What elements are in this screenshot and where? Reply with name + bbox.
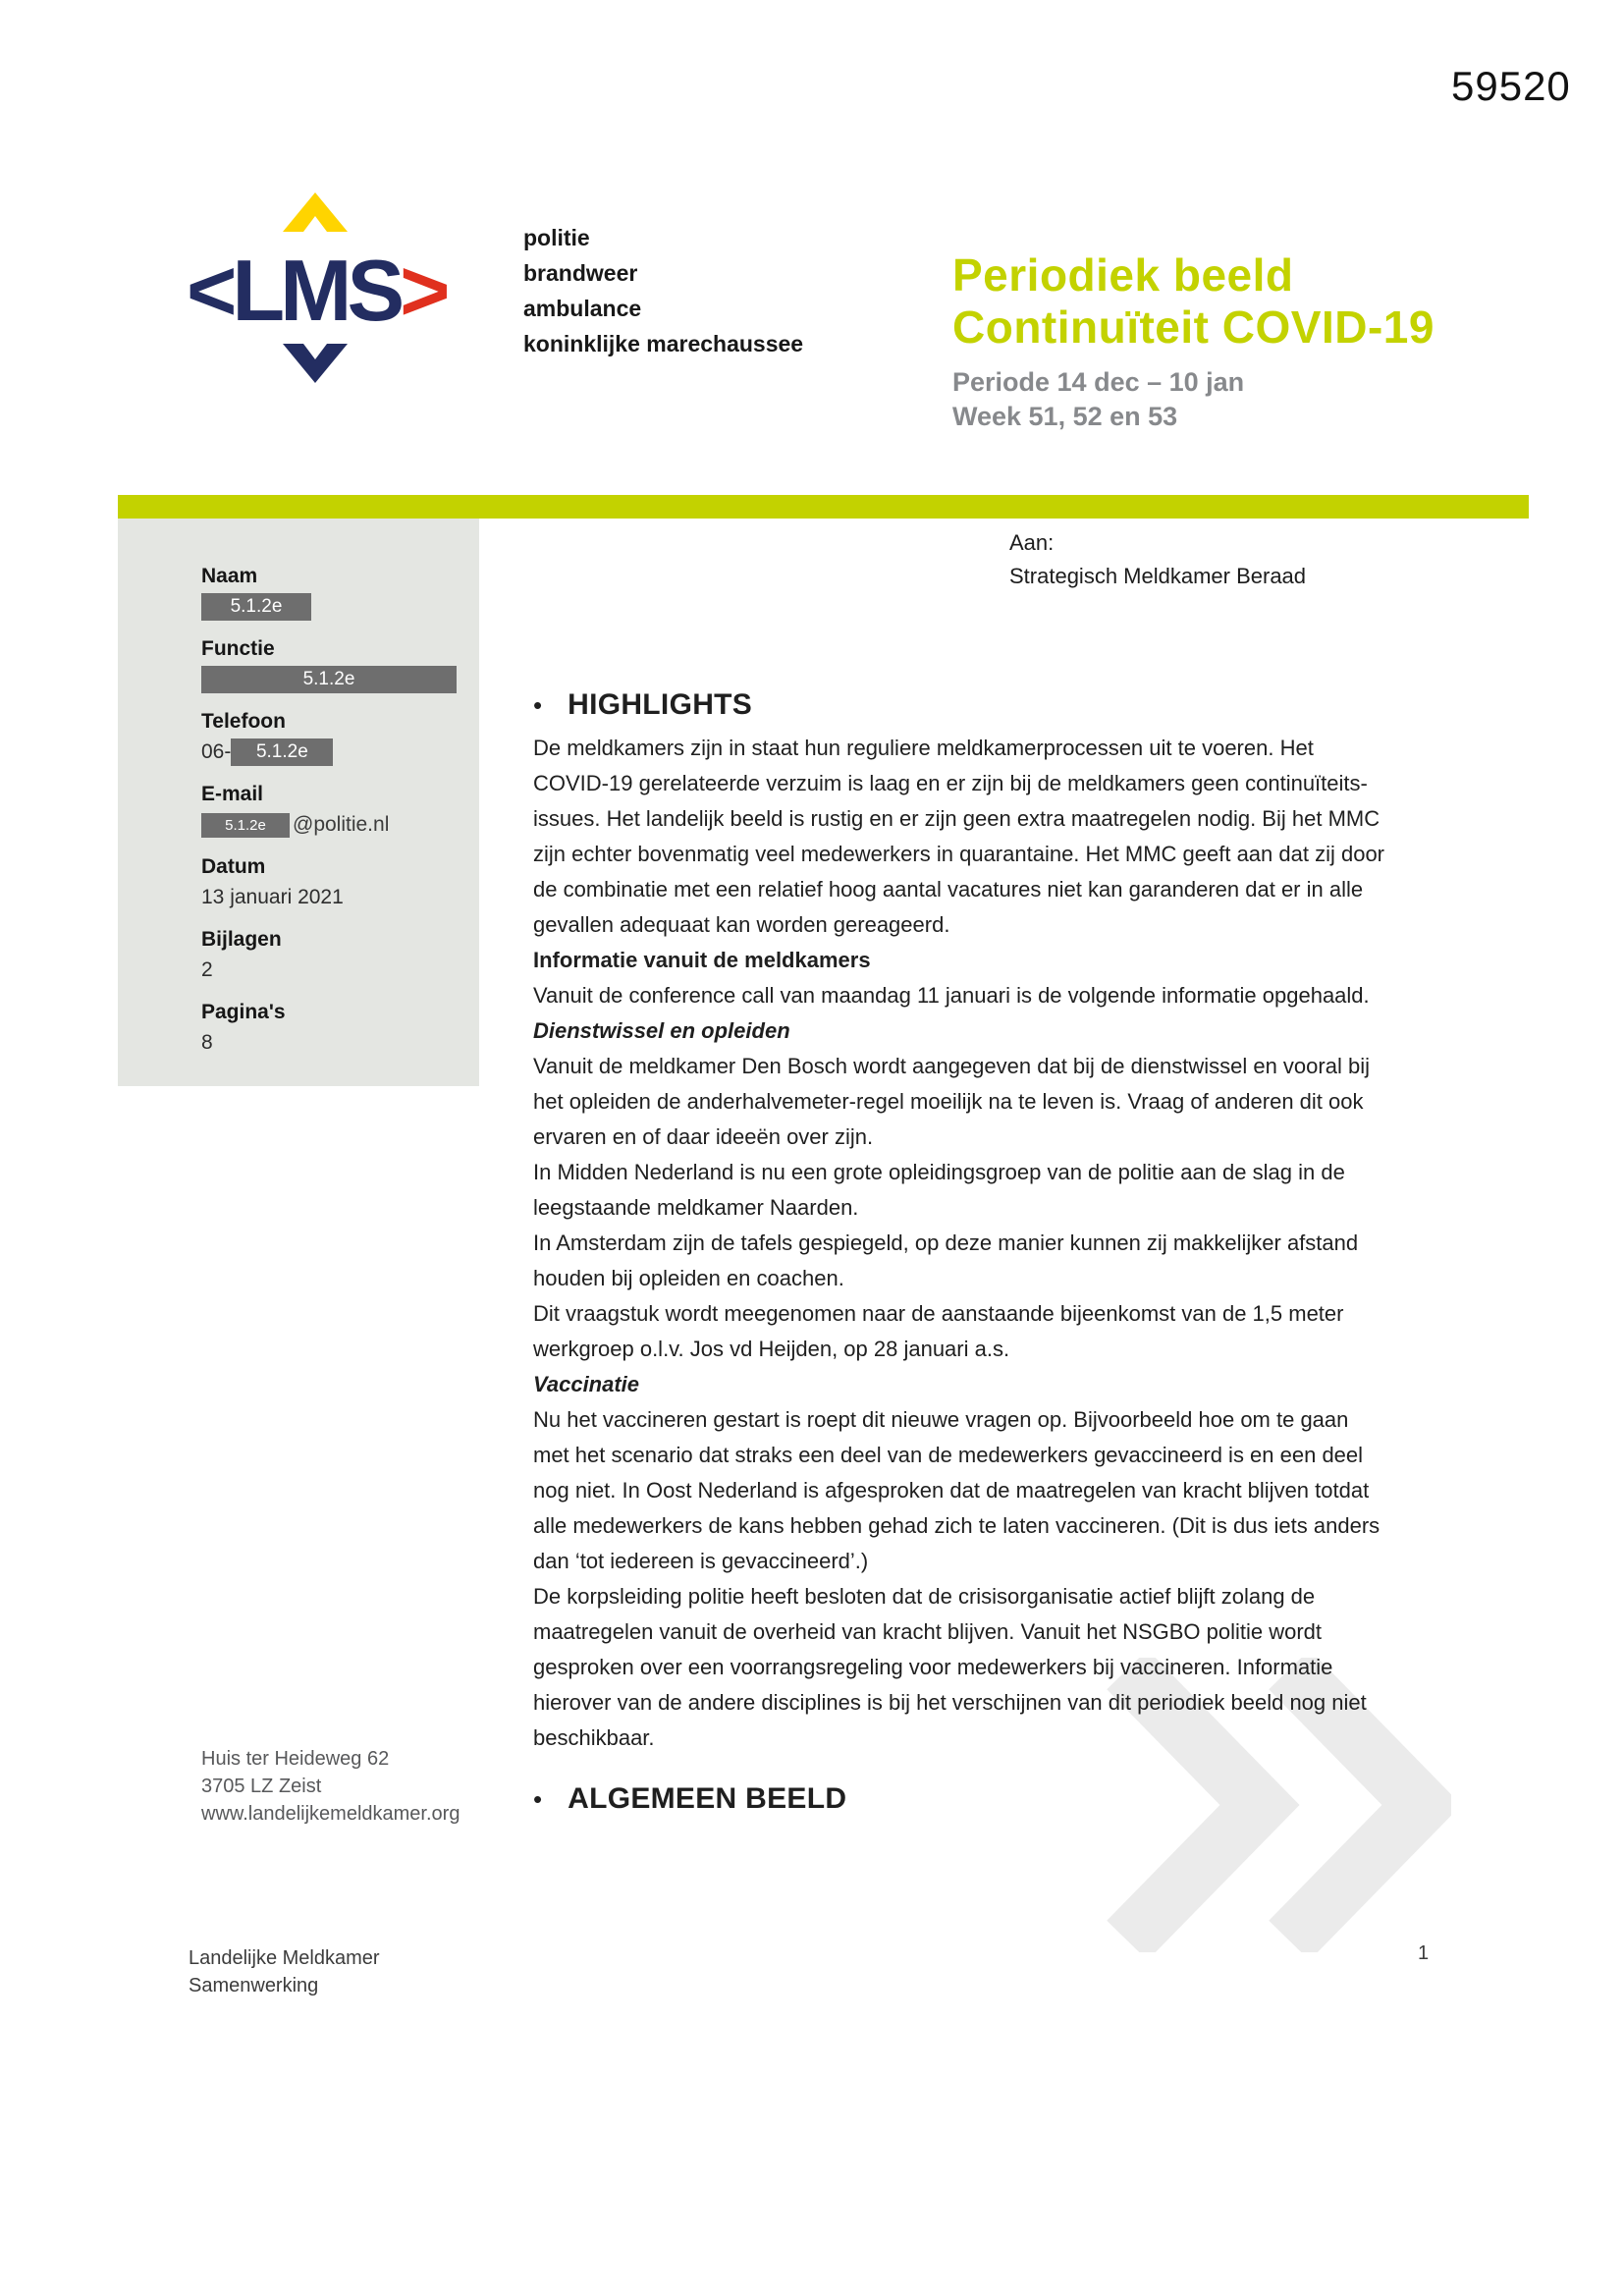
vaccinatie-paragraph: De korpsleiding politie heeft besloten dat de crisisorganisatie actief blijft zolang de maatregelen vanuit de overheid van kracht blijven. Vanuit het NSGBO politie wordt gesproken over een voorrangsregeling voor medewerkers bij vaccineren. Informatie hierover van de andere disciplines is bij het verschijnen van dit periodiek beeld nog niet beschikbaar.: [533, 1584, 1367, 1750]
info-heading: Informatie vanuit de meldkamers: [533, 948, 871, 972]
field-paginas-value: 8: [201, 1031, 213, 1054]
algemeen-beeld-heading-text: ALGEMEEN BEELD: [568, 1782, 847, 1815]
field-telefoon-value: [201, 738, 461, 767]
footer-org-line2: Samenwerking: [189, 1975, 319, 1996]
footer-organization: [189, 1944, 380, 1999]
field-functie: [201, 636, 461, 694]
field-naam: [201, 564, 461, 622]
main-content: [533, 687, 1389, 1817]
field-bijlagen-label: Bijlagen: [201, 928, 282, 951]
recipient-block: [1009, 526, 1306, 593]
vaccinatie-paragraph: Nu het vaccineren gestart is roept dit nieuwe vragen op. Bijvoorbeeld hoe om te gaan met het scenario dat straks een deel van de medewerkers gevaccineerd is en een deel nog niet. In Oost Nederland is afgesproken dat de maatregelen van kracht blijven totdat alle medewerkers de kans hebben gehad zich te laten vaccineren. (Dit is dus iets anders dan ‘tot iedereen is gevaccineerd’.): [533, 1407, 1380, 1573]
field-email-label: E-mail: [201, 783, 264, 805]
logo-left-bracket: <: [187, 242, 233, 339]
recipient-name: Strategisch Meldkamer Beraad: [1009, 564, 1307, 588]
highlights-paragraph: De meldkamers zijn in staat hun reguliere meldkamerprocessen uit te voeren. Het COVID-19 gerelateerde verzuim is laag en er zijn bij de meldkamers geen continuïteits-issues. Het landelijk beeld is rustig en er zijn geen extra maatregelen nodig. Bij het MMC zijn echter bovenmatig veel medewerkers in quarantaine. Het MMC geeft aan dat zij door de combinatie met een relatief hoog aantal vacatures niet kan garanderen dat er in alle gevallen adequaat kan worden gereageerd.: [533, 736, 1385, 937]
field-bijlagen-value: 2: [201, 958, 213, 981]
info-paragraph: Vanuit de conference call van maandag 11 januari is de volgende informatie opgehaald.: [533, 983, 1370, 1008]
bullet-icon: •: [533, 1784, 543, 1814]
doc-title-line2: Continuïteit COVID-19: [952, 301, 1435, 353]
doc-number: 59520: [1451, 63, 1571, 109]
dienstwissel-paragraph: Vanuit de meldkamer Den Bosch wordt aangegeven dat bij de dienstwissel en vooral bij het opleiden de anderhalvemeter-regel moeilijk na te leven is. Vraag of anderen dit ook ervaren en of daar ideeën over zijn.: [533, 1054, 1370, 1149]
bullet-icon: •: [533, 690, 543, 720]
field-datum: [201, 854, 461, 912]
doc-weeks: Week 51, 52 en 53: [952, 402, 1178, 431]
recipient-label: Aan:: [1009, 530, 1055, 555]
field-email: [201, 782, 461, 840]
accent-bar: [118, 495, 1529, 519]
doc-period: Periode 14 dec – 10 jan: [952, 367, 1245, 397]
field-email-value: [201, 810, 461, 840]
field-datum-value: 13 januari 2021: [201, 886, 344, 908]
org-disciplines: [523, 220, 803, 361]
algemeen-beeld-heading: [533, 1781, 1389, 1817]
field-telefoon: [201, 709, 461, 767]
dienstwissel-paragraph: In Midden Nederland is nu een grote opleidingsgroep van de politie aan de slag in de leegstaande meldkamer Naarden.: [533, 1160, 1345, 1220]
lms-logo: [187, 187, 444, 389]
dienstwissel-paragraph: Dit vraagstuk wordt meegenomen naar de aanstaande bijeenkomst van de 1,5 meter werkgroep o.l.v. Jos vd Heijden, op 28 januari a.s.: [533, 1301, 1344, 1361]
field-bijlagen: [201, 927, 461, 985]
page-number: 1: [1418, 1942, 1430, 1964]
address-city: 3705 LZ Zeist: [201, 1776, 322, 1797]
org-line-brandweer: brandweer: [523, 260, 638, 286]
org-line-politie: politie: [523, 225, 590, 250]
org-line-marechaussee: koninklijke marechaussee: [523, 331, 804, 356]
logo-chevron-up-icon: [281, 187, 350, 232]
telefoon-prefix: 06-: [201, 740, 232, 763]
vaccinatie-heading: Vaccinatie: [533, 1372, 640, 1396]
sidebar: [118, 519, 479, 1086]
redaction-box: 5.1.2e: [201, 813, 290, 838]
field-functie-label: Functie: [201, 637, 275, 660]
redaction-box: 5.1.2e: [201, 666, 457, 693]
dienstwissel-heading: Dienstwissel en opleiden: [533, 1018, 790, 1043]
doc-title-line1: Periodiek beeld: [952, 249, 1294, 301]
footer-org-line1: Landelijke Meldkamer: [189, 1947, 380, 1969]
field-telefoon-label: Telefoon: [201, 710, 286, 733]
email-suffix: @politie.nl: [293, 813, 390, 836]
logo-letters: LMS: [232, 242, 401, 339]
org-line-ambulance: ambulance: [523, 296, 642, 321]
redaction-box: 5.1.2e: [231, 738, 333, 766]
logo-wordmark: [187, 244, 444, 338]
redaction-box: 5.1.2e: [201, 593, 311, 621]
highlights-heading: [533, 687, 1389, 723]
logo-right-bracket: >: [400, 242, 446, 339]
logo-chevron-down-icon: [281, 344, 350, 389]
field-functie-value: [201, 665, 461, 694]
field-paginas: [201, 1000, 461, 1058]
address-website: www.landelijkemeldkamer.org: [201, 1803, 460, 1825]
title-block: [952, 249, 1435, 434]
field-naam-label: Naam: [201, 565, 258, 587]
dienstwissel-paragraph: In Amsterdam zijn de tafels gespiegeld, op deze manier kunnen zij makkelijker afstand houden bij opleiden en coachen.: [533, 1230, 1359, 1290]
field-paginas-label: Pagina's: [201, 1001, 286, 1023]
address-street: Huis ter Heideweg 62: [201, 1748, 390, 1770]
highlights-heading-text: HIGHLIGHTS: [568, 688, 753, 721]
field-naam-value: [201, 592, 461, 622]
field-datum-label: Datum: [201, 855, 266, 878]
address-block: [201, 1745, 460, 1828]
